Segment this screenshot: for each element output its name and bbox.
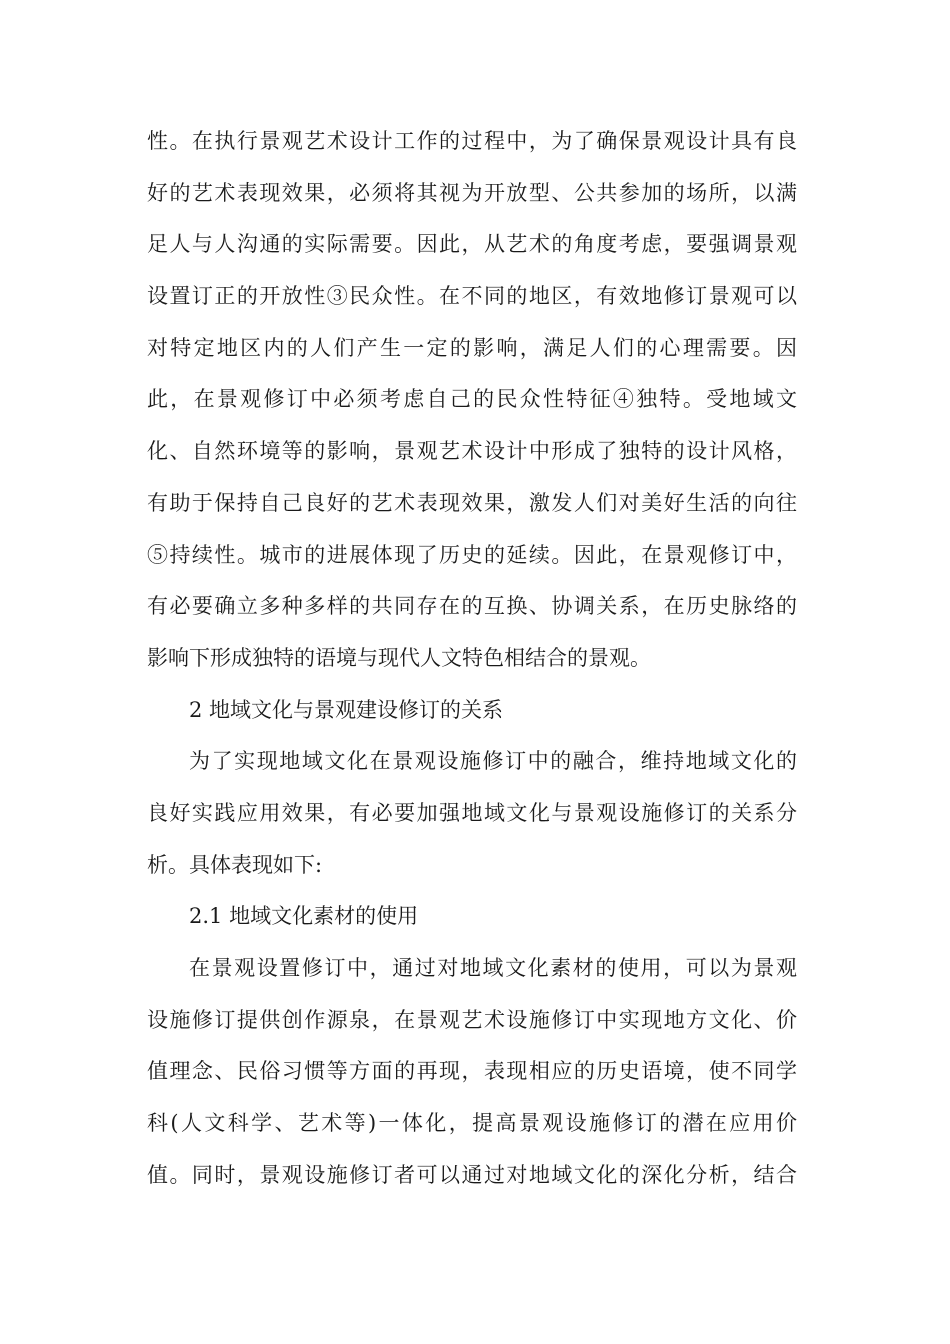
text-line: 对特定地区内的人们产生一定的影响，满足人们的心理需要。因: [147, 335, 797, 360]
document-page: [147, 116, 797, 1201]
text-line: 析。具体表现如下:: [147, 852, 323, 877]
text-line: 在景观设置修订中，通过对地域文化素材的使用，可以为景观: [189, 956, 797, 980]
text-line: 足人与人沟通的实际需要。因此，从艺术的角度考虑，要强调景观: [147, 232, 797, 257]
text-line: 设施修订提供创作源泉，在景观艺术设施修订中实现地方文化、价: [147, 1007, 797, 1032]
text-line: 有必要确立多种多样的共同存在的互换、协调关系，在历史脉络的: [147, 594, 797, 619]
text-line: 性。在执行景观艺术设计工作的过程中，为了确保景观设计具有良: [147, 129, 797, 153]
text-line: 2 地域文化与景观建设修订的关系: [189, 697, 504, 722]
text-line: 值理念、民俗习惯等方面的再现，表现相应的历史语境，使不同学: [147, 1059, 797, 1084]
text-line: ⑤持续性。城市的进展体现了历史的延续。因此，在景观修订中，: [147, 542, 797, 567]
text-line: 为了实现地域文化在景观设施修订中的融合，维持地域文化的: [189, 749, 797, 774]
text-line: 好的艺术表现效果，必须将其视为开放型、公共参加的场所，以满: [147, 180, 797, 205]
text-line: 2.1 地域文化素材的使用: [189, 904, 419, 929]
text-line: 设置订正的开放性③民众性。在不同的地区，有效地修订景观可以: [147, 284, 797, 309]
text-line: 科(人文科学、艺术等)一体化，提高景观设施修订的潜在应用价: [147, 1111, 797, 1136]
text-line: 有助于保持自己良好的艺术表现效果，激发人们对美好生活的向往: [147, 490, 797, 515]
text-line: 值。同时，景观设施修订者可以通过对地域文化的深化分析，结合: [147, 1162, 797, 1187]
text-line: 化、自然环境等的影响，景观艺术设计中形成了独特的设计风格，: [147, 439, 797, 464]
text-line: 影响下形成独特的语境与现代人文特色相结合的景观。: [147, 645, 651, 670]
text-line: 良好实践应用效果，有必要加强地域文化与景观设施修订的关系分: [147, 800, 797, 825]
text-line: 此，在景观修订中必须考虑自己的民众性特征④独特。受地域文: [147, 387, 797, 412]
